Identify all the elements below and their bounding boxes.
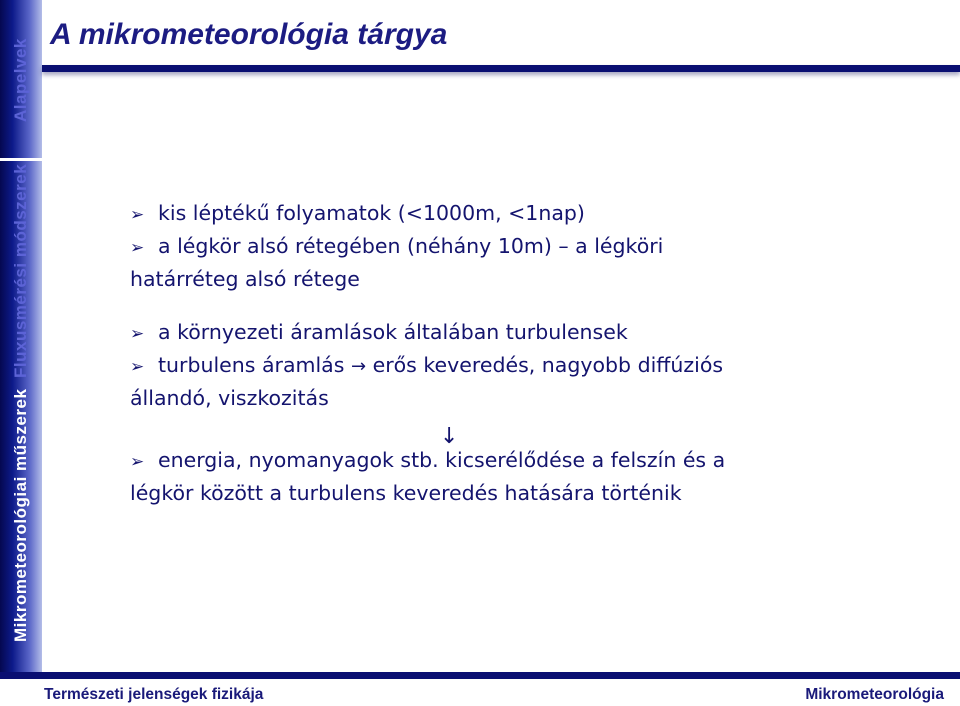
bullet-4-text-pre: turbulens áramlás (158, 353, 345, 377)
footer-topic-name: Mikrometeorológia (805, 686, 944, 703)
sidebar-label-flux-methods: Fluxusmérési módszerek (11, 163, 30, 379)
sidebar-divider (0, 158, 42, 161)
down-arrow-icon: ↓ (440, 424, 459, 449)
right-arrow-icon: → (350, 356, 367, 377)
bullet-1 (130, 198, 930, 231)
bullet-3 (130, 317, 930, 350)
bullet-arrow-icon: ➢ (130, 324, 145, 344)
bullet-arrow-icon: ➢ (130, 357, 145, 377)
bullet-arrow-icon: ➢ (130, 238, 145, 258)
sidebar-label-alapelvek: Alapelvek (11, 38, 30, 122)
sidebar (0, 0, 42, 672)
slide-title: A mikrometeorológia tárgya (50, 18, 448, 51)
bullet-4-text-line2: állandó, viszkozitás (130, 386, 329, 410)
bullet-4 (130, 350, 930, 414)
bullet-arrow-icon: ➢ (130, 452, 145, 472)
bullet-3-text: a környezeti áramlások általában turbulensek (158, 320, 628, 344)
bullet-2-text-line2: határréteg alsó rétege (130, 267, 360, 291)
bullet-arrow-icon: ➢ (130, 205, 145, 225)
footer-rule (0, 672, 960, 679)
bullet-2 (130, 231, 930, 295)
bullet-5-text-line1: energia, nyomanyagok stb. kicserélődése a felszín és a (158, 448, 726, 472)
bullet-1-text: kis léptékű folyamatok (<1000m, <1nap) (158, 201, 585, 225)
bullet-2-text-line1: a légkör alsó rétegében (néhány 10m) – a légköri (158, 234, 664, 258)
sidebar-label-sections (0, 163, 42, 643)
bullet-5-text-line2: légkör között a turbulens keveredés hatására történik (130, 481, 682, 505)
bullet-5 (130, 445, 930, 509)
slide-content (130, 198, 930, 509)
title-underline (42, 65, 960, 72)
bullet-4-text-post: erős keveredés, nagyobb diffúziós (372, 353, 724, 377)
footer-course-name: Természeti jelenségek fizikája (44, 686, 264, 703)
sidebar-label-instruments: Mikrometeorológiai műszerek (11, 388, 30, 643)
